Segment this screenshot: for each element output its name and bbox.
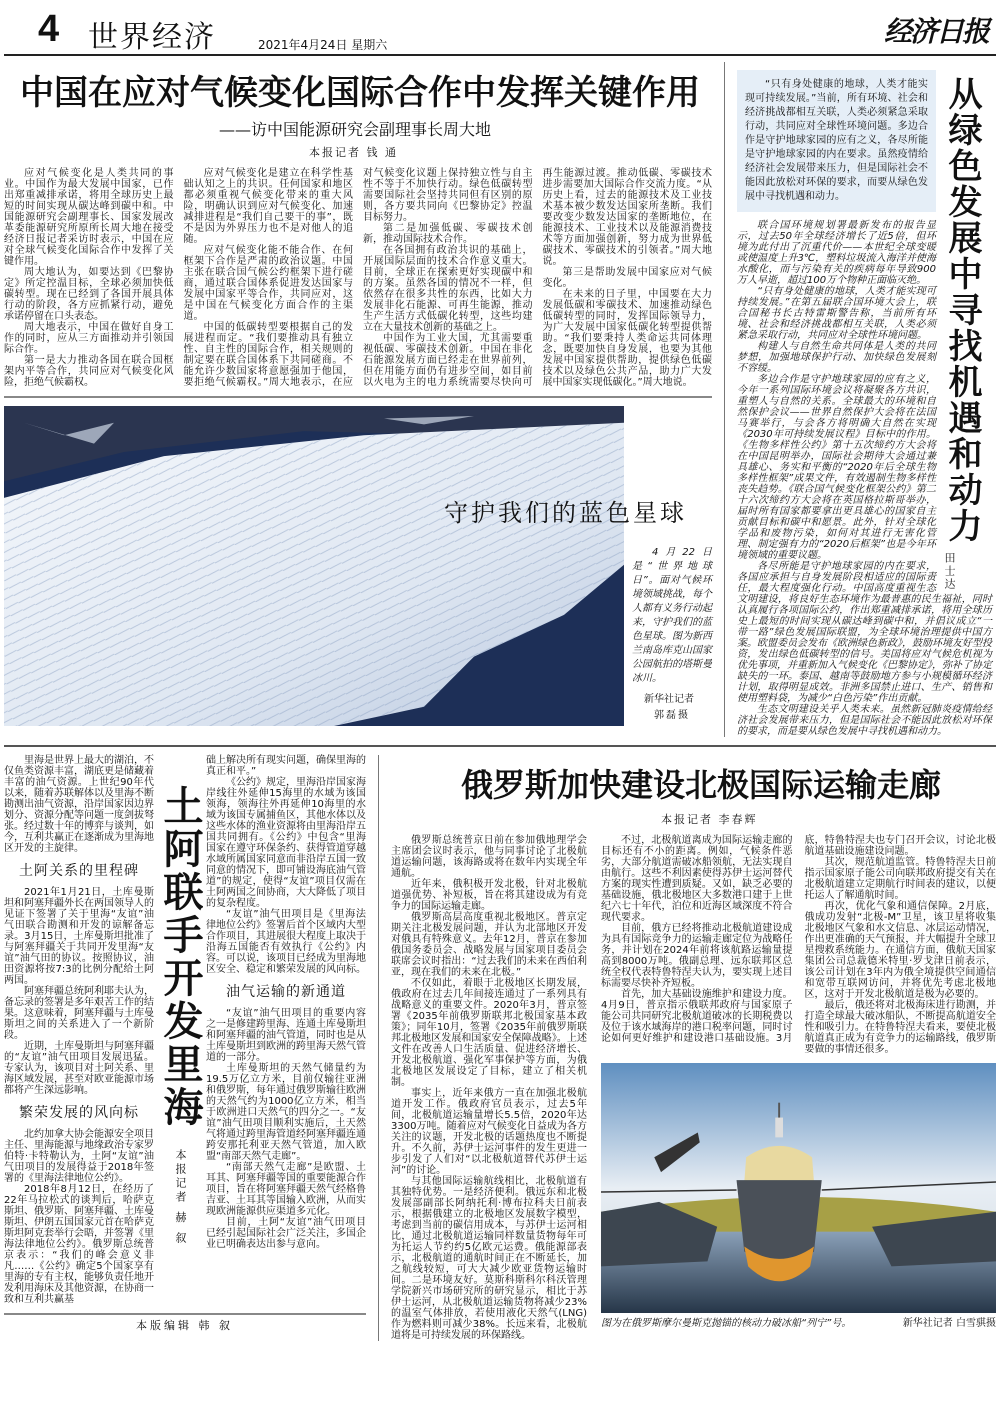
paragraph: 再次，优化气象和通信保障。2月底，俄成功发射“北极-M”卫星，该卫星将收集北极地区气象和水文信息、冰层运动情况，作出更准确的天气预报，并大幅提升全球卫星搜救系统能力。在通信方面，俄航天国家集团公司总裁德米特里·罗戈津日前表示，该公司计划在3年内为俄全境提供空间通信和宽带互联网访问，并将优先考虑北极地区，这对于开发北极航道是极为必要的。 — [804, 901, 996, 1000]
paragraph: 最后，俄还将对北极海床进行勘测，并打造全球最大破冰船队，不断提高航道安全性和吸引力。在特鲁特涅夫看来，要使北极航道真正成为有竞争力的运输路线，俄罗斯要做的事情还很多。 — [804, 1000, 996, 1055]
paragraph: 其次，规范航道监管。特鲁特涅夫日前指示国家原子能公司向联邦政府提交有关在北极航道建立定期航行时间表的建议，以便托运人了解通航时间。 — [804, 857, 996, 901]
paragraph: 不过，北极航道离成为国际运输走廊的目标还有不小的距离。例如，气候条件恶劣，大部分航道需破冰船领航，无法实现自由航行。这些不利因素使得苏伊士运河替代方案的现实性遭到质疑。又如，缺乏必要的基础设施，俄北极地区大多数港口建于上世纪六七十年代，泊位和近海区域深度不符合现代要求。 — [601, 835, 793, 923]
paragraph: 周大地表示，中国在做好自身工作的同时，应从三方面推动并引领国际合作。 — [4, 322, 174, 355]
paragraph: “友谊”油气田项目是《里海法律地位公约》签署后首个区域内大型合作项目，其进展很大程度上取决于沿海五国能否有效执行《公约》内容。可以说，该项目已经成为里海地区安全、稳定和繁荣发展的风向标。 — [206, 909, 366, 975]
paragraph: 目前，土阿“友谊”油气田项目已经引起国际社会广泛关注，多国企业已明确表达出参与意向。 — [206, 1217, 366, 1250]
newspaper-logo: 经济日报 — [883, 15, 988, 48]
paragraph: 《公约》规定，里海沿岸国家海岸线往外延伸15海里的水域为该国领海，领海往外再延伸10海里的水域为该国专属捕鱼区，其他水体以及这些水体的渔业资源将由里海沿岸五国共同拥有。《公约》中包含“里海国家在遵守环保条约、获得管道穿越水域所属国家同意而非沿岸五国一致同意的情况下，即可铺设海底油气管道”的规定，使得“友谊”项目仅需在土阿两国之间协商，大大降低了项目的复杂程度。 — [206, 777, 366, 909]
glacier-photo — [4, 406, 624, 726]
paragraph: 础上解决所有现实问题，确保里海的真正和平。” — [206, 755, 366, 777]
column-divider — [378, 755, 379, 1341]
paragraph: 应对气候变化是人类共同的事业。中国作为最大发展中国家，已作出郑重减排承诺，将用全球历史上最短的时间实现从碳达峰到碳中和。中国能源研究会副理事长、国家发展改革委能源研究所原所长周大地在接受经济日报记者采访时表示，中国在应对全球气候变化国际合作中发挥了关键作用。 — [4, 168, 174, 267]
paragraph: 多边合作是守护地球家园的应有之义，今年一系列国际环境会议将凝聚各方共识，重塑人与自然的关系。全球最大的环境和自然保护会议——世界自然保护大会将在法国马赛举行，与会各方将明确大自然在实现《2030年可持续发展议程》目标中的作用。《生物多样性公约》第十五次缔约方大会将在中国昆明举办，国际社会期待大会通过兼具雄心、务实和平衡的“2020年后全球生物多样性框架”成果文件，有效遏制生物多样性丧失趋势。《联合国气候变化框架公约》第二十六次缔约方大会将在英国格拉斯哥举办，届时所有国家都要拿出更具雄心的国家自主贡献目标和碳中和愿景。此外，针对全球化学品和废物污染，如何对其进行无害化管理、制定强有力的“2020后框架”也是今年环境领域的重要议题。 — [737, 374, 936, 561]
paragraph: 第一是大力推动各国在联合国框架内平等合作，共同应对气候变化风险，拒绝气候霸权。 — [4, 355, 174, 388]
commentary-headline: 从绿色发展中寻找机遇和动力 — [942, 76, 982, 544]
paragraph: 各尽所能是守护地球家园的内在要求，各国应承担与自身发展阶段相适应的国际责任，最大程度强化行动。中国高度重视生态文明建设，将良好生态环境作为最普惠的民生福祉，同时认真履行各项国际公约，作出郑重减排承诺，将用全球历史上最短的时间实现从碳达峰到碳中和，并倡议成立“一带一路”绿色发展国际联盟，为全球环境治理提供中国方案。欧盟委员会发布《欧洲绿色新政》，鼓励环境友好型投资，发出绿色低碳转型的信号。美国将应对气候危机视为优先事项，并重新加入气候变化《巴黎协定》，弥补了协定缺失的一环。泰国、越南等鼓励地方参与小规模循环经济计划，取得明显成效。非洲多国禁止进口、生产、销售和使用塑料袋，为减少“白色污染”作出贡献。 — [737, 561, 992, 704]
caspian-title-block — [154, 755, 206, 1305]
paragraph: “南部天然气走廊”是欧盟、土耳其、阿塞拜疆等国的重要能源合作项目，旨在将阿塞拜疆天然气经格鲁吉亚、土耳其等国输入欧洲，从而实现欧洲能源供应渠道多元化。 — [206, 1162, 366, 1217]
paragraph: 2018年8月12日，在经历了22年马拉松式的谈判后，哈萨克斯坦、俄罗斯、阿塞拜疆、土库曼斯坦、伊朗五国国家元首在哈萨克斯坦阿克套举行会晤，并签署《里海法律地位公约》。俄罗斯总统普京表示：“我们的峰会意义非凡……《公约》确定5个国家享有里海的专有主权，能够负责任地开发利用海床及其他资源，在协商一致和互利共赢基 — [4, 1184, 154, 1305]
arctic-article-column — [391, 835, 587, 1341]
paragraph: 目前，俄方已经将推动北极航道建设成为具有国际竞争力的运输走廊定位为战略任务，并计划在2024年前将该航路运输量提高到8000万吨。俄副总理、远东联邦区总统全权代表特鲁特涅夫认为，要实现上述目标需要尽快补齐短板。 — [601, 923, 793, 989]
icebreaker-photo-caption: 图为在俄罗斯摩尔曼斯克抛锚的核动力破冰船“列宁”号。 — [601, 1318, 852, 1329]
paragraph: 在各国拥有政治共识的基础上，开展国际层面的技术合作意义重大。目前，全球正在探索更好实现碳中和的方案。虽然各国的情况不一样，但依然存在很多共性的东西，比如大力发展非化石能源、可再生能源，推动生产生活方式低碳化转型，这些均建立在大量技术创新的基础之上。 — [363, 245, 533, 333]
paragraph: 联合国环境规划署最新发布的报告显示，过去50年全球经济增长了近5倍，但环境为此付出了沉重代价——本世纪全球变暖或使温度上升3℃，塑料垃圾流入海洋并使海水酸化，而与污染有关的疾病每年导致900万人早逝，超过100万个物种正面临灭绝。 — [737, 220, 936, 286]
top-section — [4, 62, 996, 737]
photo-feature-caption-block — [632, 546, 712, 724]
paragraph: “只有身处健康的地球，人类才能实现可持续发展。”在第五届联合国环境大会上，联合国秘书长古特雷斯警告称，当前所有环境、社会和经济挑战都相互关联，人类必须紧急采取行动，共同应对全球性环境问题。 — [737, 286, 936, 341]
paragraph: 俄罗斯总统普京日前在参加俄地理学会主席团会议时表示，他与同事讨论了北极航道运输问题，该海路或将在数年内实现全年通航。 — [391, 835, 587, 879]
arctic-headline: 俄罗斯加快建设北极国际运输走廊 — [461, 766, 942, 804]
bottom-section — [4, 745, 996, 1341]
main-article — [4, 62, 712, 737]
photo-credit-name: 郭磊摄 — [654, 710, 690, 721]
photo-credit-org: 新华社记者 — [644, 694, 694, 705]
arctic-article — [391, 755, 996, 1341]
paragraph: 2021年1月21日，土库曼斯坦和阿塞拜疆外长在两国领导人的见证下签署了关于里海“友谊”油气田联合勘测和开发的谅解备忘录。3月15日，土库曼斯坦批准了与阿塞拜疆关于共同开发里海“友谊”油气田的协议。按照协议，油田资源将按7:3的比例分配给土阿两国。 — [4, 887, 154, 986]
paragraph: 中国作为工业大国，尤其需要重视低碳、零碳技术创新。中国在非化石能源发展方面已经走在世界前列，但在用能方面仍有进步空间，如目前以火电为主的电力系统需要尽快向可再生能源过渡。推动低碳、零碳技术进步需要加大国际合作交流力度。“从历史上看，过去的能源技术及工业技术基本被少数发达国家所垄断。我们要改变少数发达国家的垄断地位，在能源技术、工业技术以及能源消费技术等方面加强创新，努力成为世界低碳技术、零碳技术的引领者。”周大地说。 — [363, 168, 712, 388]
photo-feature-caption: 4月22日是“世界地球日”。面对气候环境领域挑战，每个人都有义务行动起来，守护我们的蓝色星球。图为新西兰南岛库克山国家公园航拍的塔斯曼冰川。 — [632, 547, 712, 684]
section-name: 世界经济 — [88, 20, 216, 55]
paragraph: 中国的低碳转型要根据自己的发展进程而定。“我们要推动具有独立性、自主性的国际合作，相关规则的制定要在联合国体系下共同磋商。不能允许少数国家将意愿强加于他国，要拒绝气候霸权。”周大地表示，在应对气候变化议题上保持独立性与自主性不等于不加快行动。绿色低碳转型需要国际社会坚持共同但有区别的原则，各方要共同向《巴黎协定》控温目标努力。 — [183, 168, 533, 388]
photo-feature — [4, 406, 712, 726]
subheading: 土阿关系的里程碑 — [19, 863, 139, 879]
subheading: 油气运输的新通道 — [226, 984, 346, 1000]
footer — [4, 1313, 366, 1333]
issue-date: 2021年4月24日 星期六 — [258, 38, 388, 52]
paragraph: 北约加拿大协会能源安全项目主任、里海能源与地缘政治专家罗伯特·卡特勒认为，土阿“友谊”油气田项目的发展得益于2018年签署的《里海法律地位公约》。 — [4, 1129, 154, 1184]
page-editor: 本版编辑 韩 叙 — [136, 1319, 233, 1332]
photo-feature-title: 守护我们的蓝色星球 — [444, 499, 687, 527]
paragraph: 应对气候变化是建立在科学性基础认知之上的共识。任何国家和地区都必须重视气候变化带来的重大风险，明确认识到应对气候变化、加速减排进程是“我们自己要干的事”，既不是因为外界压力也不是对他人的追随。 — [183, 168, 353, 245]
page-number: 4 — [38, 8, 60, 50]
paragraph: 不仅如此，着眼于北极地区长期发展，俄政府在过去几年间接连通过了一系列具有战略意义的重要文件。2020年3月，普京签署《2035年前俄罗斯联邦北极国家基本政策》；同年10月，签署《2035年前俄罗斯联邦北极地区发展和国家安全保障战略》。上述文件在改善人口生活质量、促进经济增长、开发北极航道、强化军事保护等方面，为俄北极地区发展设定了目标，建立了相关机制。 — [391, 978, 587, 1088]
commentary-title-block — [942, 62, 992, 591]
paragraph: 近期，土库曼斯坦与阿塞拜疆的“友谊”油气田项目发展迅猛。专家认为，该项目对土阿关系、里海区域发展，甚至对欧亚能源市场都将产生深远影响。 — [4, 1041, 154, 1096]
caspian-headline: 土阿联手开发里海 — [157, 785, 204, 1129]
subheading: 繁荣发展的风向标 — [19, 1105, 139, 1121]
commentary-pull-quote — [737, 70, 936, 212]
icebreaker-photo — [601, 1063, 996, 1313]
paragraph: 近年来，俄积极开发北极，针对北极航道强优势、补短板，旨在将其建设成为有竞争力的国际运输走廊。 — [391, 879, 587, 912]
paragraph: 事实上，近年来俄方一直在加强北极航道开发工作。俄政府官员表示，过去5年间，北极航道运输量增长5.5倍，2020年达3300万吨。随着应对气候变化日益成为各方关注的议题，开发北极的话题热度也不断提升。不久前，苏伊士运河事件的发生更进一步引发了人们对“以北极航道替代苏伊士运河”的讨论。 — [391, 1088, 587, 1176]
main-headline: 中国在应对气候变化国际合作中发挥关键作用 — [20, 73, 700, 113]
paragraph: 第三是帮助发展中国家应对气候变化。 — [542, 267, 712, 289]
commentary-author: 田士达 — [943, 552, 956, 591]
icebreaker-photo-credit: 新华社记者 白雪骐摄 — [902, 1318, 996, 1329]
paragraph: 第二是加强低碳、零碳技术创新，推动国际技术合作。 — [363, 223, 533, 245]
paragraph: 里海是世界上最大的湖泊，不仅鱼类资源丰富，湖底更是储藏着丰富的油气资源。上世纪90年代以来，随着苏联解体以及里海不断勘测出油气资源，沿岸国家因边界划分、资源分配等问题一度剑拔弩张。经过数十年的博弈与谈判，如今，互利共赢正在逐渐成为里海地区开发的主旋律。 — [4, 755, 154, 854]
main-article-body — [4, 168, 712, 388]
caspian-article-column — [4, 755, 154, 1305]
paragraph: 与其他国际运输航线相比，北极航道有其独特优势。一是经济便利。俄远东和北极发展部副部长阿纳托利·博布拉科夫日前表示，根据俄建立的北极地区发展数字模型，考虑到当前的碳信用成本，与苏伊士运河相比，通过北极航道运输同样数量货物每年可为托运人节约约5亿欧元运费。俄能源部表示，北极航道的通航时间正在不断延长，加之航线较短，可大大减少欧亚货物运输时间。二是环境友好。莫斯科斯科尔科沃管理学院新兴市场研究所的研究显示，相比于苏伊士运河，从北极航道运输货物将减少23%的温室气体排放，若使用液化天然气(LNG)作为燃料则可减少38%。长远来看，北极航道将是可持续发展的环保路线。 — [391, 1176, 587, 1341]
paragraph: 构建人与自然生命共同体是人类的共同梦想，加强地球保护行动、加快绿色发展刻不容缓。 — [737, 341, 936, 374]
paragraph: 土库曼斯坦的天然气储量约为19.5万亿立方米，目前仅输往亚洲和俄罗斯，每年通过俄罗斯输往欧洲的天然气约为1000亿立方米，相当于欧洲进口天然气的四分之一。“友谊”油气田项目顺利实施后，土天然气将通过跨里海管道经阿塞拜疆连通跨安那托利亚天然气管道，加入欧盟“南部天然气走廊”。 — [206, 1063, 366, 1162]
paragraph: 首先，加大基础设施维护和建设力度。4月9日，普京指示俄联邦政府与国家原子能公司共同研究北极航道破冰的长期税费以及位于该水域海岸的港口税率问题，同时讨论如何更好维护和建设港口基础设施。3月底，特鲁特涅夫也专门召开会议，讨论北极航道基础设施建设问题。 — [601, 835, 996, 1044]
main-subtitle: ——访中国能源研究会副理事长周大地 — [219, 120, 492, 139]
paragraph: 俄罗斯高层高度重视北极地区。普京定期关注北极发展问题，并认为北部地区开发对俄具有特殊意义。去年12月，普京在参加俄国务委员会、战略发展与国家项目委员会联席会议时指出：“过去我们的未来在西伯利亚，现在我们的未来在北极。” — [391, 912, 587, 978]
arctic-byline: 本报记者 李春辉 — [661, 813, 758, 826]
commentary — [737, 62, 992, 737]
pull-quote-text: “只有身处健康的地球，人类才能实现可持续发展。”当前，所有环境、社会和经济挑战都相互关联，人类必须紧急采取行动，共同应对全球性环境问题。多边合作是守护地球家园的应有之义，各尽所能是守护地球家园的内在要求。虽然疫情给经济社会发展带来压力，但是国际社会不能因此放松对环保的要求，而要从绿色发展中寻找机遇和动力。 — [745, 79, 928, 202]
paragraph: 周大地认为，如要达到《巴黎协定》所定控温目标，全球必须加快低碳转型。现在已经到了各国开展具体行动的阶段，各方应抓紧行动，避免承诺停留在口头表态。 — [4, 267, 174, 322]
caspian-article-column — [206, 755, 366, 1305]
paragraph: 在未来的日子里，中国要在大力发展低碳和零碳技术、加速推动绿色低碳转型的同时，发挥国际领导力，为广大发展中国家低碳化转型提供帮助。“我们要秉持人类命运共同体理念，既要加快自身发展，也要为其他发展中国家提供帮助，提供绿色低碳技术以及绿色公共产品，助力广大发展中国家实现低碳化。”周大地说。 — [542, 289, 712, 388]
caspian-byline: 本报记者 赫 叙 — [174, 1149, 187, 1246]
main-byline: 本报记者 钱 通 — [309, 146, 398, 159]
page-header — [4, 0, 996, 56]
paragraph: 应对气候变化能不能合作、在何框架下合作是严肃的政治议题。中国主张在联合国气候公约框架下进行磋商，通过联合国体系促进发达国家与发展中国家平等合作，共同应对，这是中国在气候变化方面合作的主渠道。 — [183, 245, 353, 322]
column-divider — [724, 62, 725, 737]
paragraph: “友谊”油气田项目的重要内容之一是修建跨里海、连通土库曼斯坦和阿塞拜疆的油气管道，同时也是从土库曼斯坦到欧洲的跨里海天然气管道的一部分。 — [206, 1008, 366, 1063]
section-divider — [4, 396, 712, 398]
paragraph: 阿塞拜疆总统阿利耶夫认为，备忘录的签署是多年艰苦工作的结果。这意味着，阿塞拜疆与土库曼斯坦之间的关系进入了一个新阶段。 — [4, 986, 154, 1041]
arctic-article-columns — [601, 835, 996, 1055]
caspian-article — [4, 755, 366, 1341]
paragraph: 生态文明建设关乎人类未来。虽然新冠肺炎疫情给经济社会发展带来压力，但是国际社会不能因此放松对环保的要求，而是要从绿色发展中寻找机遇和动力。 — [737, 704, 992, 737]
